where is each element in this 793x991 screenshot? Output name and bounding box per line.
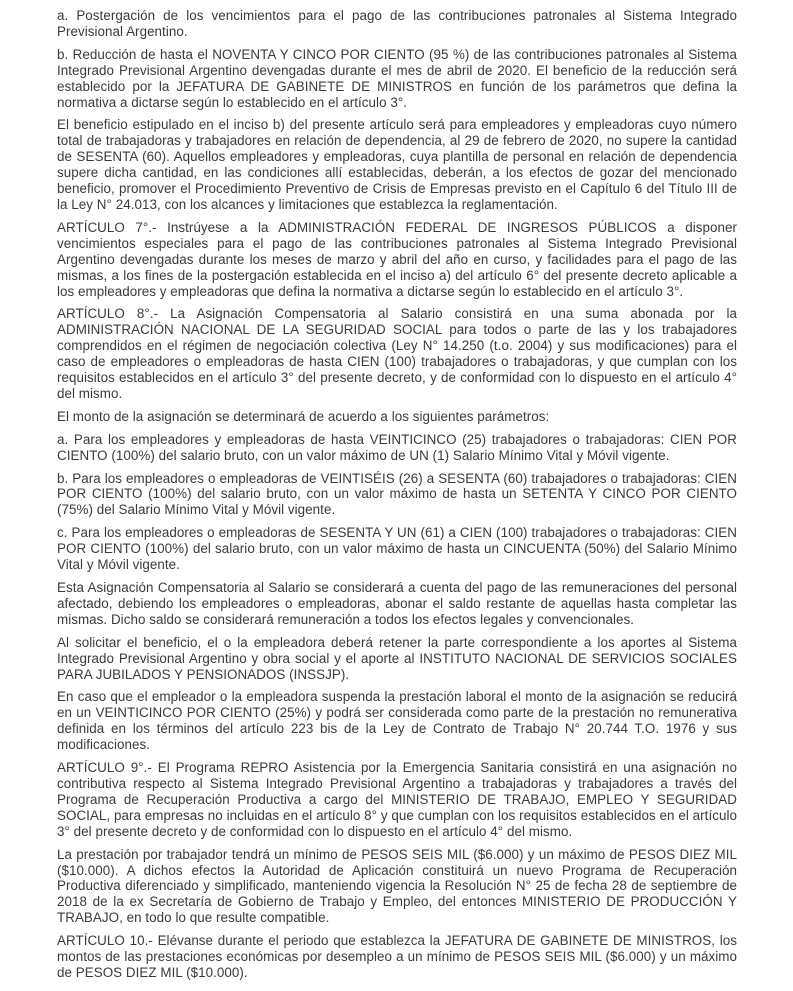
paragraph-parametro-c: c. Para los empleadores o empleadoras de SESENTA Y UN (61) a CIEN (100) trabajadores o trabajadoras: CIEN POR CIENTO (100%) del salario bruto, con un valor máximo de hasta un CINCUENTA (50%) del Salario Mínimo Vital y Móvil vigente. [57,525,737,573]
paragraph-articulo-7: ARTÍCULO 7°.- Instrúyese a la ADMINISTRACIÓN FEDERAL DE INGRESOS PÚBLICOS a disponer vencimientos especiales para el pago de las contribuciones patronales al Sistema Integrado Previsional Argentino devengadas durante los meses de marzo y abril del año en curso, y facilidades para el pago de las mismas, a los fines de la postergación establecida en el inciso a) del artículo 6° del presente decreto aplicable a los empleadores y empleadoras que defina la normativa a dictarse según lo establecido en el artículo 3°. [57,219,737,299]
paragraph-suspension-prestacion: En caso que el empleador o la empleadora suspenda la prestación laboral el monto de la asignación se reducirá en un VEINTICINCO POR CIENTO (25%) y podrá ser considerada como parte de la prestación no remunerativa definida en los términos del artículo 223 bis de la Ley de Contrato de Trabajo N° 20.744 T.O. 1976 y sus modificaciones. [57,689,737,753]
paragraph-inciso-a-postergacion: a. Postergación de los vencimientos para el pago de las contribuciones patronales al Sistema Integrado Previsional Argentino. [57,8,737,39]
paragraph-parametro-a: a. Para los empleadores y empleadoras de hasta VEINTICINCO (25) trabajadores o trabajadoras: CIEN POR CIENTO (100%) del salario bruto, con un valor máximo de UN (1) Salario Mínimo Vital y Móvil vigente. [57,431,737,463]
paragraph-prestacion-montos: La prestación por trabajador tendrá un mínimo de PESOS SEIS MIL ($6.000) y un máximo de PESOS DIEZ MIL ($10.000). A dichos efectos la Autoridad de Aplicación constituirá un nuevo Programa de Recuperación Productiva diferenciado y simplificado, manteniendo vigencia la Resolución N° 25 de fecha 28 de septiembre de 2018 de la ex Secretaría de Gobierno de Trabajo y Empleo, del entonces MINISTERIO DE PRODUCCIÓN Y TRABAJO, en todo lo que resulte compatible. [57,846,737,926]
paragraph-retencion-aportes: Al solicitar el beneficio, el o la empleadora deberá retener la parte correspondiente a los aportes al Sistema Integrado Previsional Argentino y obra social y el aporte al INSTITUTO NACIONAL DE SERVICIOS SOCIALES PARA JUBILADOS Y PENSIONADOS (INSSJP). [57,634,737,682]
paragraph-articulo-8: ARTÍCULO 8°.- La Asignación Compensatoria al Salario consistirá en una suma abonada por la ADMINISTRACIÓN NACIONAL DE LA SEGURIDAD SOCIAL para todos o parte de las y los trabajadores comprendidos en el régimen de negociación colectiva (Ley N° 14.250 (t.o. 2004) y sus modificaciones) para el caso de empleadores o empleadoras de hasta CIEN (100) trabajadores o trabajadoras, y que cumplan con los requisitos establecidos en el artículo 3° del presente decreto, y de conformidad con lo dispuesto en el artículo 4° del mismo. [57,306,737,401]
document-body [57,8,737,981]
paragraph-monto-asignacion: El monto de la asignación se determinará de acuerdo a los siguientes parámetros: [57,408,550,424]
paragraph-parametro-b: b. Para los empleadores o empleadoras de VEINTISÉIS (26) a SESENTA (60) trabajadores o trabajadoras: CIEN POR CIENTO (100%) del salario bruto, con un valor máximo de hasta un SETENTA Y CINCO POR CIENTO (75%) del Salario Mínimo Vital y Móvil vigente. [57,470,737,518]
paragraph-asignacion-cuenta-pago: Esta Asignación Compensatoria al Salario se considerará a cuenta del pago de las remuneraciones del personal afectado, debiendo los empleadores o empleadoras, abonar el saldo restante de aquellas hasta completar las mismas. Dicho saldo se considerará remuneración a todos los efectos legales y convencionales. [57,580,737,627]
paragraph-articulo-9: ARTÍCULO 9°.- El Programa REPRO Asistencia por la Emergencia Sanitaria consistirá en una asignación no contributiva respecto al Sistema Integrado Previsional Argentino a trabajadoras y trabajadores a través del Programa de Recuperación Productiva a cargo del MINISTERIO DE TRABAJO, EMPLEO Y SEGURIDAD SOCIAL, para empresas no incluidas en el artículo 8° y que cumplan con los requisitos establecidos en el artículo 3° del presente decreto y de conformidad con lo dispuesto en el artículo 4° del mismo. [57,760,737,839]
paragraph-inciso-b-reduccion: b. Reducción de hasta el NOVENTA Y CINCO POR CIENTO (95 %) de las contribuciones patronales al Sistema Integrado Previsional Argentino devengadas durante el mes de abril de 2020. El beneficio de la reducción será establecido por la JEFATURA DE GABINETE DE MINISTROS en función de los parámetros que defina la normativa a dictarse según lo establecido en el artículo 3°. [57,46,737,110]
paragraph-articulo-10: ARTÍCULO 10.- Elévanse durante el periodo que establezca la JEFATURA DE GABINETE DE MINISTROS, los montos de las prestaciones económicas por desempleo a un mínimo de PESOS SEIS MIL ($6.000) y un máximo de PESOS DIEZ MIL ($10.000). [57,933,737,980]
paragraph-beneficio-inciso-b: El beneficio estipulado en el inciso b) del presente artículo será para empleadores y empleadoras cuyo número total de trabajadoras y trabajadores en relación de dependencia, al 29 de febrero de 2020, no supere la cantidad de SESENTA (60). Aquellos empleadores y empleadoras, cuya plantilla de personal en relación de dependencia supere dicha cantidad, en las condiciones allí establecidas, deberán, a los efectos de gozar del mencionado beneficio, promover el Procedimiento Preventivo de Crisis de Empresas previsto en el Capítulo 6 del Título III de la Ley N° 24.013, con los alcances y limitaciones que establezca la reglamentación. [57,117,737,212]
